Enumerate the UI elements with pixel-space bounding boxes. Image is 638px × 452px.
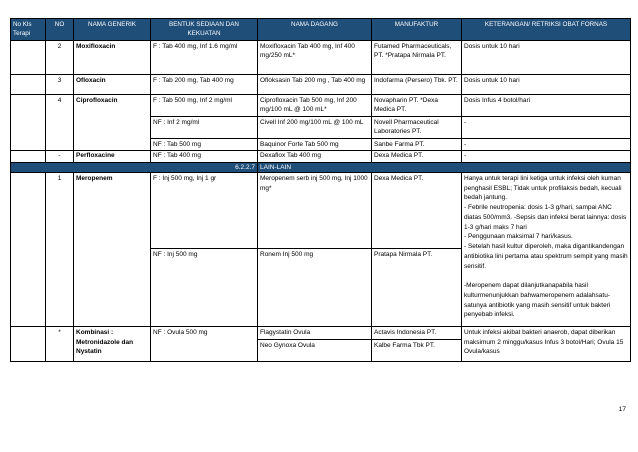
cell-dagang: Ciprofloxacin Tab 500 mg, Inf 200 mg/100 mL @ 100 mL* (258, 95, 372, 117)
cell-dagang: Flagystatin Ovula (258, 327, 372, 340)
section-title: LAIN-LAIN (258, 162, 631, 173)
cell-keterangan: Dosis untuk 10 hari (462, 75, 631, 95)
header-row (11, 19, 631, 41)
cell-generik: Ciprofloxacin (74, 95, 151, 151)
cell-dagang: Neo Gynoxa Ovula (258, 340, 372, 362)
table-row (11, 327, 631, 340)
cell-dagang: Baquinor Forte Tab 500 mg (258, 139, 372, 151)
cell-generik: Kombinasi : Metronidazole dan Nystatin (74, 327, 151, 362)
cell-terapi (11, 75, 46, 95)
table-row (11, 95, 631, 117)
cell-generik: Meropenem (74, 173, 151, 327)
cell-terapi (11, 150, 46, 162)
cell-dagang: Moxifloxacin Tab 400 mg, Inf 400 mg/250 mL* (258, 41, 372, 75)
cell-keterangan (462, 173, 631, 327)
ket-line: -Meropenem dapat dilanjutkanapabila hasil kulturmenunjukkan bahwameropenem adalahsatu-satunya antibiotik yang masih sensitif untuk bakteri penyebab infeksi. (464, 282, 611, 319)
cell-manufaktur: Actavis Indonesia PT. (372, 327, 462, 340)
cell-sediaan: F : Inj 500 mg, Inj 1 gr (151, 173, 258, 249)
header-sediaan: BENTUK SEDIAAN DAN KEKUATAN (151, 19, 258, 41)
cell-manufaktur: Dexa Medica PT. (372, 150, 462, 162)
cell-manufaktur: Sanbe Farma PT. (372, 139, 462, 151)
cell-terapi (11, 173, 46, 327)
cell-keterangan: Dosis Infus 4 botol/hari (462, 95, 631, 117)
cell-sediaan: F : Tab 500 mg, Inf 2 mg/ml (151, 95, 258, 117)
table-row (11, 75, 631, 95)
table-row (11, 173, 631, 249)
cell-manufaktur: Novapharin PT. *Dexa Medica PT. (372, 95, 462, 117)
cell-manufaktur: Pratapa Nirmala PT. (372, 249, 462, 327)
ket-line: - Setelah hasil kultur diperoleh, maka digantikandengan antibiotika lini pertama atau spektrum sempit yang masih sensitif. (464, 243, 628, 270)
cell-sediaan: NF : Inf 2 mg/ml (151, 117, 258, 139)
header-dagang: NAMA DAGANG (258, 19, 372, 41)
header-manufaktur: MANUFAKTUR (372, 19, 462, 41)
cell-no: 3 (46, 75, 74, 95)
section-number: 6.2.2.7 (11, 162, 258, 173)
cell-manufaktur: Dexa Medica PT. (372, 173, 462, 249)
drug-table (10, 18, 631, 362)
ket-line: Hanya untuk terapi lini ketiga untuk infeksi oleh kuman penghasil ESBL; Tidak untuk profilaksis bedah, kecuali bedah jantung. (464, 174, 622, 202)
cell-no: - (46, 150, 74, 162)
cell-keterangan: Untuk infeksi akibat bakteri anaerob, dapat diberikan maksimum 2 minggu/kasus Infus 3 botol/Hari; Ovula 15 Ovula/kasus (462, 327, 631, 362)
cell-keterangan: - (462, 139, 631, 151)
cell-no: * (46, 327, 74, 362)
cell-terapi (11, 95, 46, 151)
cell-sediaan: NF : Tab 400 mg (151, 150, 258, 162)
header-no: NO (46, 19, 74, 41)
cell-no: 2 (46, 41, 74, 75)
cell-sediaan: F : Tab 400 mg, Inf 1.6 mg/ml (151, 41, 258, 75)
cell-dagang: Meropenem serb inj 500 mg, Inj 1000 mg* (258, 173, 372, 249)
ket-spacer (464, 271, 628, 281)
cell-keterangan: - (462, 117, 631, 139)
cell-terapi (11, 327, 46, 362)
cell-keterangan: Dosis untuk 10 hari (462, 41, 631, 75)
header-terapi: No Kls Terapi (11, 19, 46, 41)
cell-dagang: Civell Inf 200 mg/100 mL @ 100 mL (258, 117, 372, 139)
cell-keterangan: - (462, 150, 631, 162)
cell-generik: Moxifloxacin (74, 41, 151, 75)
ket-line: - Penggunaan maksimal 7 hari/kasus. (464, 233, 573, 241)
cell-manufaktur: Futamed Pharmaceuticals, PT. *Pratapa Nirmala PT. (372, 41, 462, 75)
table-row (11, 150, 631, 162)
cell-manufaktur: Novell Pharmaceutical Laboratories PT. (372, 117, 462, 139)
cell-dagang: Ronem Inj 500 mg (258, 249, 372, 327)
cell-sediaan: NF : Tab 500 mg (151, 139, 258, 151)
cell-sediaan: NF : Inj 500 mg (151, 249, 258, 327)
cell-no: 4 (46, 95, 74, 151)
ket-line: - Febrile neutropenia: dosis 1-3 g/hari, sampai ANC diatas 500/mm3. -Sepsis dan infeksi berat lainnya: dosis 1-3 g/hari maks 7 hari (464, 204, 627, 231)
cell-sediaan: F : Tab 200 mg, Tab 400 mg (151, 75, 258, 95)
cell-manufaktur: Indofarma (Persero) Tbk. PT. (372, 75, 462, 95)
section-row (11, 162, 631, 173)
cell-dagang: Ofloksasin Tab 200 mg , Tab 400 mg (258, 75, 372, 95)
cell-dagang: Dexaflox Tab 400 mg (258, 150, 372, 162)
cell-generik: Perfloxacine (74, 150, 151, 162)
header-generik: NAMA GENERIK (74, 19, 151, 41)
cell-sediaan: NF : Ovula 500 mg (151, 327, 258, 362)
cell-generik: Ofloxacin (74, 75, 151, 95)
table-row (11, 41, 631, 75)
cell-no: 1 (46, 173, 74, 327)
header-keterangan: KETERANGAN/ RETRIKSI OBAT FORNAS (462, 19, 631, 41)
cell-manufaktur: Kalbe Farma Tbk PT. (372, 340, 462, 362)
cell-terapi (11, 41, 46, 75)
page-number: 17 (618, 406, 626, 413)
